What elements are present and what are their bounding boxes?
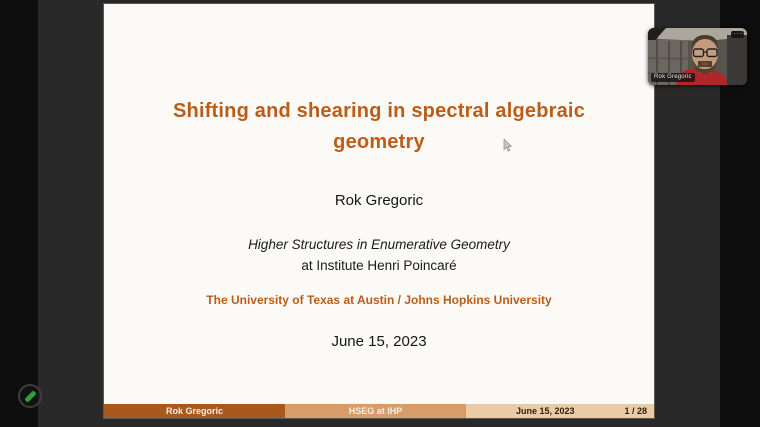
slide-title-line1: Shifting and shearing in spectral algebraic (172, 100, 586, 122)
slide-title-line2: geometry (333, 131, 425, 153)
slide-title (104, 96, 654, 158)
presentation-slide (104, 4, 654, 418)
webcam-thumbnail[interactable] (648, 28, 747, 85)
footer-date: June 15, 2023 (515, 406, 575, 416)
footer-short-title: HSEG at IHP (285, 404, 466, 418)
webcam-more-options-icon[interactable]: ⋯ (731, 31, 744, 38)
slide-event-name: Higher Structures in Enumerative Geometry (248, 237, 510, 252)
beamer-footer (104, 404, 654, 418)
slide-affiliation: The University of Texas at Austin / Johns Hopkins University (206, 293, 552, 307)
pencil-glyph (24, 390, 37, 403)
annotation-pencil-icon[interactable] (18, 384, 42, 408)
footer-page-number: 1 / 28 (624, 406, 647, 416)
footer-date-page (466, 404, 654, 418)
slide-author: Rok Gregoric (334, 192, 424, 209)
participant-name-label: Rok Gregoric (651, 73, 695, 82)
footer-author: Rok Gregoric (104, 404, 285, 418)
slide-date: June 15, 2023 (331, 333, 427, 350)
slide-event-venue: at Institute Henri Poincaré (301, 258, 457, 273)
mouse-cursor (503, 139, 512, 152)
